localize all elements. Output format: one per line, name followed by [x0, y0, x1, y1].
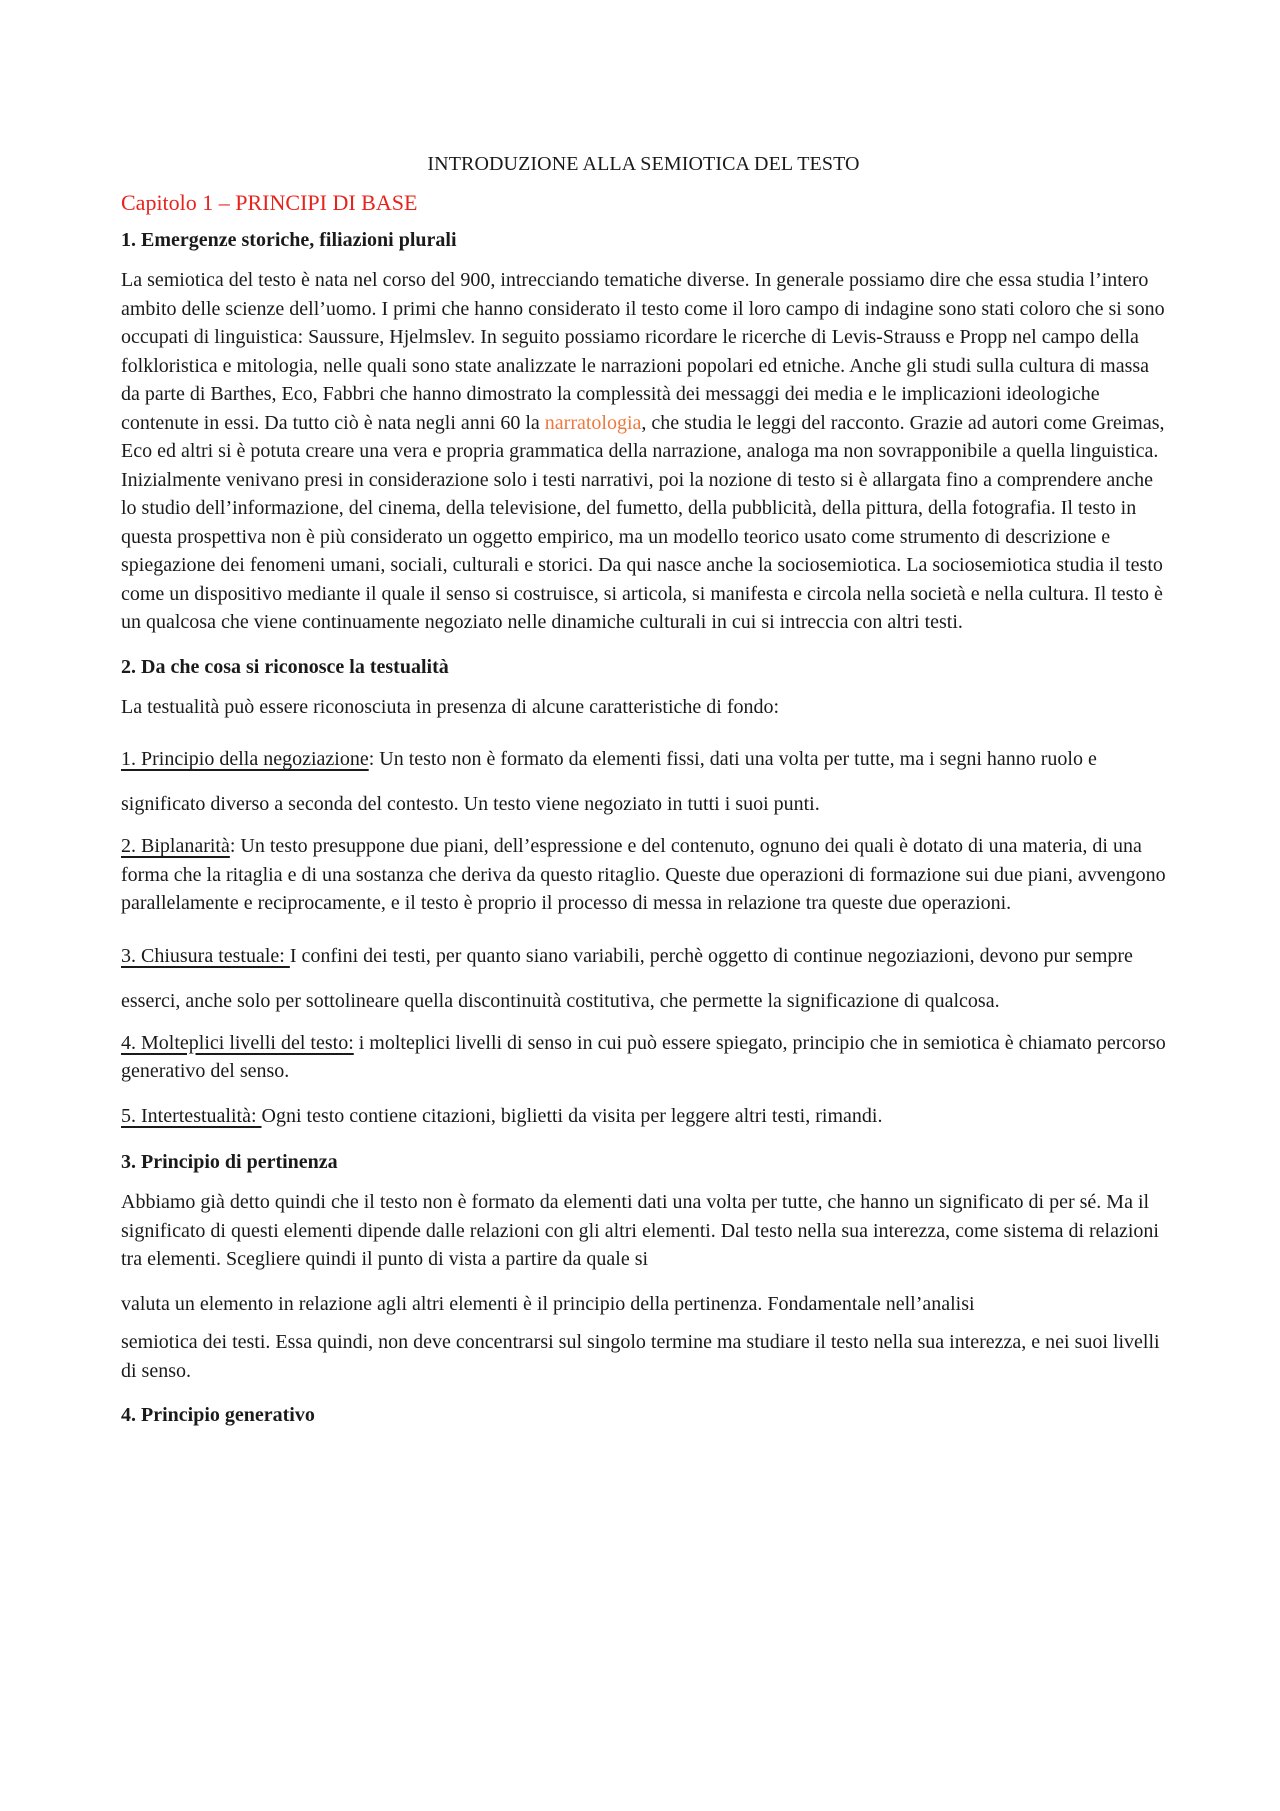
item-text: : Un testo presuppone due piani, dell’espressione e del contenuto, ognuno dei quali è dotato di una materia, di una forma che la ritaglia e di una sostanza che deriva da questo ritaglio. Queste due operazioni di formazione sui due piani, avvengono parallelamente e reciprocamente, e il testo è proprio il processo di messa in relazione tra queste due operazioni.	[121, 835, 1166, 914]
item-text: Ogni testo contiene citazioni, biglietti da visita per leggere altri testi, rimandi.	[261, 1104, 883, 1127]
section-1-paragraph	[121, 266, 1166, 637]
document-page	[121, 150, 1166, 1441]
section-2-heading: 2. Da che cosa si riconosce la testualità	[121, 655, 449, 678]
section-3-paragraph-3: semiotica dei testi. Essa quindi, non deve concentrarsi sul singolo termine ma studiare il testo nella sua interezza, e nei suoi livelli di senso.	[121, 1331, 1160, 1382]
section-3-heading: 3. Principio di pertinenza	[121, 1151, 338, 1173]
list-item-biplanarita	[121, 832, 1166, 918]
item-label: 3. Chiusura testuale:	[121, 944, 290, 967]
list-item-livelli	[121, 1029, 1166, 1086]
section-3-paragraph-1: Abbiamo già detto quindi che il testo non è formato da elementi dati una volta per tutte, che hanno un significato di per sé. Ma il significato di questi elementi dipende dalle relazioni con gli altri elementi. Dal testo nella sua interezza, come sistema di relazioni tra elementi. Scegliere quindi il punto di vista a partire da quale si	[121, 1191, 1159, 1270]
list-item-intertestualita	[121, 1102, 1166, 1131]
section-3-paragraph-2: valuta un elemento in relazione agli altri elementi è il principio della pertinenza. Fondamentale nell’analisi	[121, 1292, 975, 1315]
chapter-heading: Capitolo 1 – PRINCIPI DI BASE	[121, 190, 418, 215]
document-title: INTRODUZIONE ALLA SEMIOTICA DEL TESTO	[427, 153, 860, 175]
item-label: 5. Intertestualità:	[121, 1104, 262, 1127]
item-label: 4. Molteplici livelli del testo:	[121, 1031, 354, 1054]
section-1-text-b: , che studia le leggi del racconto. Grazie ad autori come Greimas, Eco ed altri si è potuta creare una vera e propria grammatica della narrazione, analoga ma non sovrapponibile a quella linguistica. Inizialmente venivano presi in considerazione solo i testi narrativi, poi la nozione di testo si è allargata fino a comprendere anche lo studio dell’informazione, del cinema, della televisione, del fumetto, della pubblicità, della pittura, della fotografia. Il testo in questa prospettiva non è più considerato un oggetto empirico, ma un modello teorico usato come strumento di descrizione e spiegazione dei fenomeni umani, sociali, culturali e storici. Da qui nasce anche la sociosemiotica. La sociosemiotica studia il testo come un dispositivo mediante il quale il senso si costruisce, si articola, si manifesta e circola nella società e nella cultura. Il testo è un qualcosa che viene continuamente negoziato nelle dinamiche culturali in cui si intreccia con altri testi.	[121, 411, 1165, 633]
item-label: 2. Biplanarità	[121, 835, 230, 857]
list-item-chiusura	[121, 934, 1166, 1024]
section-2-intro: La testualità può essere riconosciuta in presenza di alcune caratteristiche di fondo:	[121, 695, 780, 718]
narratologia-highlight: narratologia	[544, 411, 642, 434]
item-text: i molteplici livelli di senso in cui può essere spiegato, principio che in semiotica è chiamato percorso generativo del senso.	[121, 1031, 1166, 1082]
section-4-heading: 4. Principio generativo	[121, 1404, 315, 1426]
item-label: 1. Principio della negoziazione	[121, 748, 369, 770]
list-item-negoziazione	[121, 737, 1166, 827]
section-1-text-a: La semiotica del testo è nata nel corso del 900, intrecciando tematiche diverse. In generale possiamo dire che essa studia l’intero ambito delle scienze dell’uomo. I primi che hanno considerato il testo come il loro campo di indagine sono stati coloro che si sono occupati di linguistica: Saussure, Hjelmslev. In seguito possiamo ricordare le ricerche di Levis-Strauss e Propp nel campo della folkloristica e mitologia, nelle quali sono state analizzate le narrazioni popolari ed etniche. Anche gli studi sulla cultura di massa da parte di Barthes, Eco, Fabbri che hanno dimostrato la complessità dei messaggi dei media e le implicazioni ideologiche contenute in essi. Da tutto ciò è nata negli anni 60 la	[121, 269, 1165, 434]
item-text: I confini dei testi, per quanto siano variabili, perchè oggetto di continue negoziazioni, devono pur sempre esserci, anche solo per sottolineare quella discontinuità costitutiva, che permette la significazione di qualcosa.	[121, 944, 1133, 1012]
item-text: : Un testo non è formato da elementi fissi, dati una volta per tutte, ma i segni hanno ruolo e significato diverso a seconda del contesto. Un testo viene negoziato in tutti i suoi punti.	[121, 748, 1097, 815]
section-1-heading: 1. Emergenze storiche, filiazioni plurali	[121, 229, 457, 251]
